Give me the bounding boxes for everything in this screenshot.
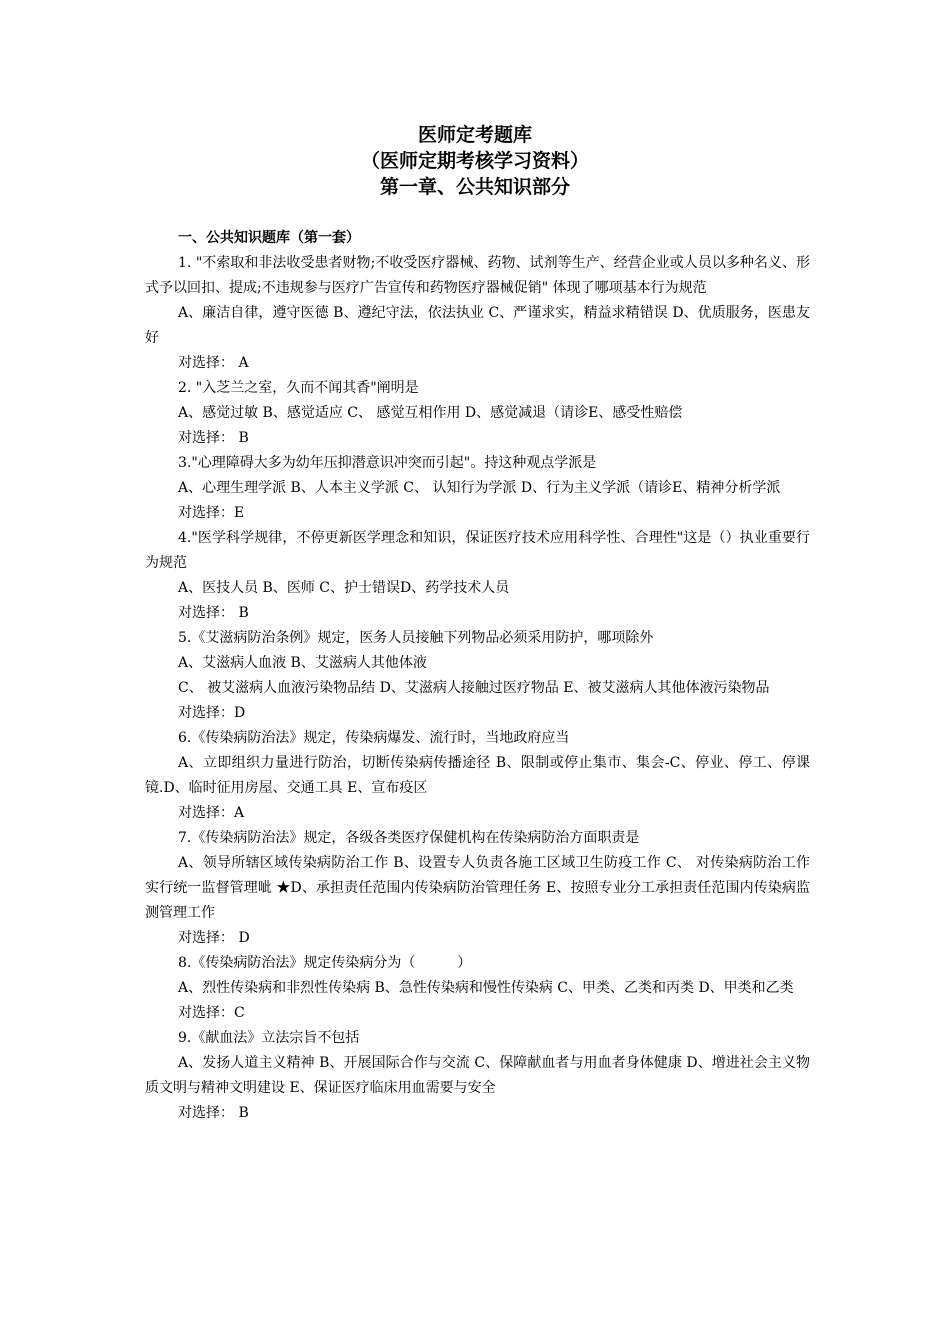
question-options: A、发扬人道主义精神 B、开展国际合作与交流 C、保障献血者与用血者身体健康 D、增进社会主义物质文明与精神文明建设 E、保证医疗临床用血需要与安全 xyxy=(145,1055,810,1096)
section-heading: 一、公共知识题库（第一套） xyxy=(178,230,360,246)
document-body xyxy=(145,226,810,1126)
question-answer: 对选择：C xyxy=(178,1005,245,1021)
document-title xyxy=(0,122,950,200)
question-3 xyxy=(145,451,810,526)
question-6 xyxy=(145,726,810,826)
question-answer: 对选择： B xyxy=(178,605,249,621)
question-answer: 对选择： B xyxy=(178,1105,249,1121)
question-options: A、心理生理学派 B、人本主义学派 C、 认知行为学派 D、行为主义学派（请诊E、精神分析学派 xyxy=(178,480,781,496)
title-line-main: 医师定考题库 xyxy=(417,124,532,146)
question-9 xyxy=(145,1026,810,1126)
question-text: 7.《传染病防治法》规定，各级各类医疗保健机构在传染病防治方面职责是 xyxy=(178,830,640,846)
question-text: 9.《献血法》立法宗旨不包括 xyxy=(178,1030,360,1046)
question-options: A、艾滋病人血液 B、艾滋病人其他体液 xyxy=(178,655,427,671)
question-text: 6.《传染病防治法》规定，传染病爆发、流行时，当地政府应当 xyxy=(178,730,570,746)
question-1 xyxy=(145,251,810,376)
question-answer: 对选择：E xyxy=(178,505,245,521)
question-options: A、感觉过敏 B、感觉适应 C、 感觉互相作用 D、感觉减退（请诊E、感受性赔偿 xyxy=(178,405,683,421)
title-line-chapter: 第一章、公共知识部分 xyxy=(379,176,570,198)
question-options: A、医技人员 B、医师 C、护士错误D、药学技术人员 xyxy=(178,580,510,596)
question-text: 2. "入芝兰之室，久而不闻其香"阐明是 xyxy=(178,380,419,396)
question-5 xyxy=(145,626,810,726)
question-4 xyxy=(145,526,810,626)
question-answer: 对选择：D xyxy=(178,705,246,721)
question-text: 5.《艾滋病防治条例》规定，医务人员接触下列物品必须采用防护，哪项除外 xyxy=(178,630,654,646)
question-answer: 对选择： D xyxy=(178,930,250,946)
question-8 xyxy=(145,951,810,1026)
question-text: 8.《传染病防治法》规定传染病分为（ ） xyxy=(178,955,472,971)
question-text: 3."心理障碍大多为幼年压抑潜意识冲突而引起"。持这种观点学派是 xyxy=(178,455,597,471)
question-options-continued: C、 被艾滋病人血液污染物品结 D、艾滋病人接触过医疗物品 E、被艾滋病人其他体液污染物品 xyxy=(178,680,770,696)
question-options: A、廉洁自律，遵守医德 B、遵纪守法，依法执业 C、严谨求实，精益求精错误 D、优质服务，医患友好 xyxy=(145,305,810,346)
question-answer: 对选择： A xyxy=(178,355,249,371)
question-options: A、烈性传染病和非烈性传染病 B、急性传染病和慢性传染病 C、甲类、乙类和丙类 D、甲类和乙类 xyxy=(178,980,794,996)
question-7 xyxy=(145,826,810,951)
question-options: A、立即组织力量进行防治，切断传染病传播途径 B、限制或停止集市、集会-C、停业、停工、停课镜.D、临时征用房屋、交通工具 E、宣布疫区 xyxy=(145,755,810,796)
question-text: 1. "不索取和非法收受患者财物;不收受医疗器械、药物、试剂等生产、经营企业或人员以多种名义、形式予以回扣、提成;不违规参与医疗广告宣传和药物医疗器械促销" 体现了哪项基本行为规范 xyxy=(145,255,810,296)
question-answer: 对选择： B xyxy=(178,430,249,446)
question-2 xyxy=(145,376,810,451)
question-text: 4."医学科学规律，不停更新医学理念和知识，保证医疗技术应用科学性、合理性"这是（）执业重要行为规范 xyxy=(145,530,810,571)
question-answer: 对选择：A xyxy=(178,805,245,821)
question-options: A、领导所辖区域传染病防治工作 B、设置专人负责各施工区域卫生防疫工作 C、 对传染病防治工作实行统一监督管理呲 ★D、承担责任范围内传染病防治管理任务 E、按照专业分工承担责任范围内传染病监测管理工作 xyxy=(145,855,810,921)
title-line-subtitle: （医师定期考核学习资料） xyxy=(360,150,589,172)
